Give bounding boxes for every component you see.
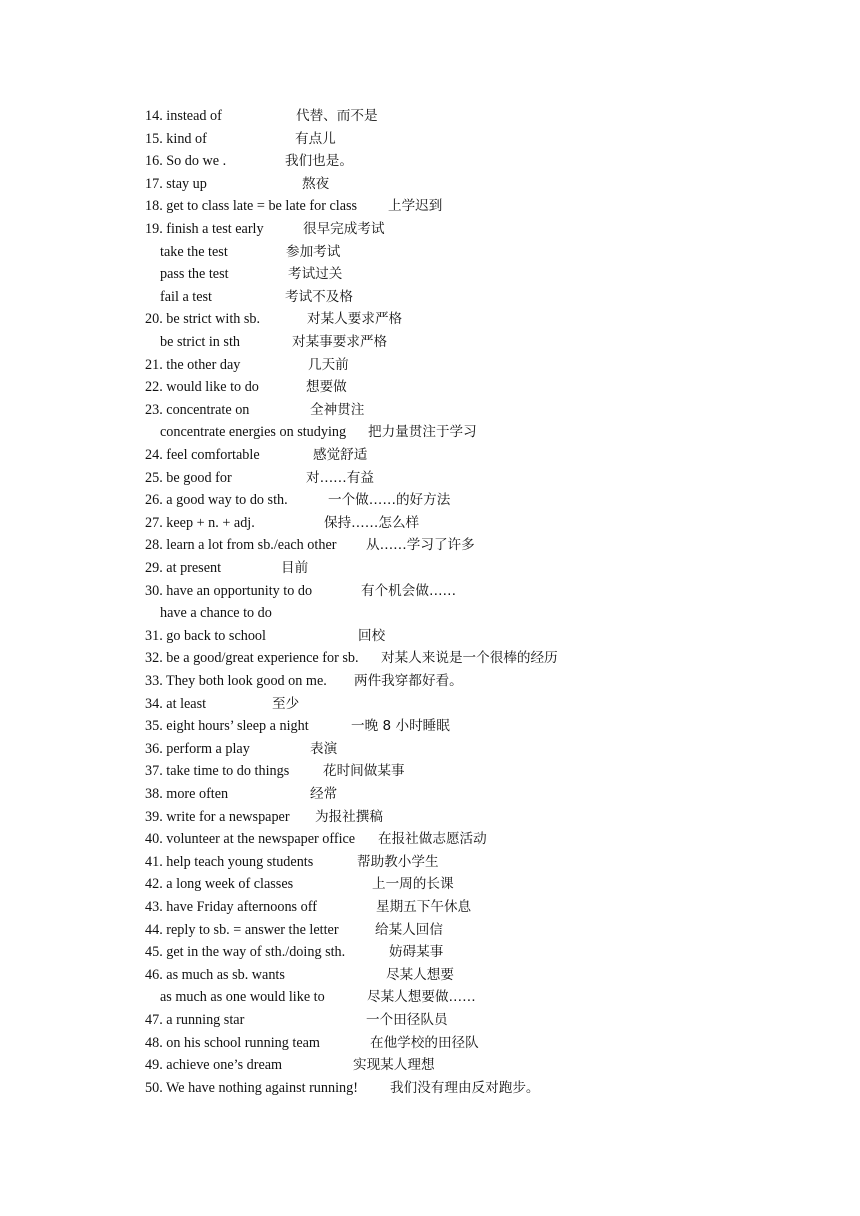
english-phrase: 23. concentrate on (145, 401, 250, 418)
vocab-line (0, 534, 860, 556)
chinese-translation: 一个做……的好方法 (328, 492, 451, 509)
chinese-translation: 在他学校的田径队 (370, 1034, 479, 1051)
vocab-line (0, 467, 860, 489)
chinese-translation: 表演 (310, 740, 338, 757)
chinese-translation: 几天前 (308, 356, 349, 373)
english-phrase: 34. at least (145, 695, 207, 712)
chinese-translation: 给某人回信 (375, 921, 443, 938)
vocab-line (0, 1077, 860, 1099)
english-phrase: 39. write for a newspaper (145, 808, 290, 825)
vocab-line (0, 1054, 860, 1076)
chinese-translation: 帮助教小学生 (357, 853, 439, 870)
english-phrase: 25. be good for (145, 469, 232, 486)
english-phrase: 18. get to class late = be late for class (145, 198, 358, 215)
chinese-translation: 至少 (272, 695, 300, 712)
vocab-line (0, 308, 860, 330)
chinese-translation: 上学迟到 (388, 198, 443, 215)
vocab-line (0, 941, 860, 963)
english-phrase: 27. keep + n. + adj. (145, 514, 255, 531)
english-phrase: 24. feel comfortable (145, 447, 260, 463)
english-phrase: 44. reply to sb. = answer the letter (145, 921, 339, 938)
english-phrase: 37. take time to do things (145, 763, 290, 780)
chinese-translation: 有点儿 (295, 130, 336, 147)
chinese-translation: 我们没有理由反对跑步。 (390, 1079, 540, 1096)
chinese-translation: 很早完成考试 (303, 221, 385, 237)
english-phrase: 48. on his school running team (145, 1034, 320, 1051)
english-phrase: 41. help teach young students (145, 853, 314, 870)
chinese-translation: 一个田径队员 (366, 1012, 448, 1028)
chinese-translation: 感觉舒适 (313, 447, 368, 463)
english-phrase: have a chance to do (160, 605, 272, 622)
vocab-line (0, 150, 860, 172)
vocab-line (0, 105, 860, 127)
vocab-line (0, 738, 860, 760)
vocab-line (0, 693, 860, 715)
english-phrase: 17. stay up (145, 175, 207, 192)
chinese-translation: 想要做 (306, 379, 347, 396)
chinese-translation: 全神贯注 (310, 401, 365, 418)
vocab-line (0, 760, 860, 782)
chinese-translation: 考试过关 (288, 266, 343, 283)
vocab-line (0, 128, 860, 150)
english-phrase: 19. finish a test early (145, 221, 264, 237)
chinese-translation: 参加考试 (286, 243, 341, 260)
english-phrase: 16. So do we . (145, 153, 227, 170)
chinese-translation: 对某人来说是一个很棒的经历 (381, 650, 558, 667)
vocab-line (0, 806, 860, 828)
vocab-line (0, 399, 860, 421)
vocab-line (0, 512, 860, 534)
vocab-line (0, 828, 860, 850)
english-phrase: 42. a long week of classes (145, 876, 294, 893)
vocab-line (0, 195, 860, 217)
vocab-line (0, 557, 860, 579)
chinese-translation: 为报社撰稿 (315, 808, 383, 825)
chinese-translation: 熬夜 (302, 175, 330, 192)
english-phrase: 40. volunteer at the newspaper office (145, 831, 356, 848)
vocab-line (0, 783, 860, 805)
english-phrase: fail a test (160, 288, 212, 305)
english-phrase: 43. have Friday afternoons off (145, 899, 317, 915)
chinese-translation: 从……学习了许多 (366, 537, 475, 554)
english-phrase: 45. get in the way of sth./doing sth. (145, 944, 346, 961)
vocab-line (0, 263, 860, 285)
vocab-line (0, 421, 860, 443)
chinese-translation: 尽某人想要 (386, 966, 454, 983)
vocab-line (0, 489, 860, 511)
vocab-line (0, 241, 860, 263)
english-phrase: 26. a good way to do sth. (145, 492, 288, 509)
chinese-translation: 对……有益 (306, 469, 374, 486)
vocab-line (0, 873, 860, 895)
vocab-line (0, 964, 860, 986)
english-phrase: 33. They both look good on me. (145, 673, 327, 689)
english-phrase: pass the test (160, 266, 229, 283)
vocab-line (0, 647, 860, 669)
chinese-translation: 目前 (281, 560, 309, 576)
vocab-line (0, 896, 860, 918)
chinese-translation: 尽某人想要做…… (367, 989, 476, 1006)
english-phrase: 28. learn a lot from sb./each other (145, 537, 337, 554)
english-phrase: as much as one would like to (160, 989, 325, 1006)
vocab-line (0, 1032, 860, 1054)
vocab-line (0, 173, 860, 195)
chinese-translation: 代替、而不是 (296, 108, 378, 124)
chinese-translation: 两件我穿都好看。 (354, 673, 463, 689)
english-phrase: 31. go back to school (145, 627, 266, 644)
chinese-translation: 星期五下午休息 (376, 899, 472, 915)
english-phrase: 14. instead of (145, 108, 222, 124)
english-phrase: 46. as much as sb. wants (145, 966, 285, 983)
chinese-translation: 我们也是。 (285, 153, 353, 170)
chinese-translation: 回校 (358, 627, 386, 644)
english-phrase: 35. eight hours’ sleep a night (145, 718, 309, 735)
english-phrase: 21. the other day (145, 356, 241, 373)
vocab-line (0, 218, 860, 240)
english-phrase: 29. at present (145, 560, 222, 576)
vocab-line (0, 286, 860, 308)
chinese-translation: 花时间做某事 (323, 763, 405, 780)
vocab-line (0, 715, 860, 737)
vocab-line (0, 354, 860, 376)
english-phrase: 15. kind of (145, 130, 207, 147)
vocab-line (0, 376, 860, 398)
english-phrase: 49. achieve one’s dream (145, 1057, 283, 1074)
english-phrase: 50. We have nothing against running! (145, 1079, 358, 1096)
chinese-translation: 保持……怎么样 (324, 514, 420, 531)
english-phrase: take the test (160, 243, 228, 260)
vocab-line (0, 1009, 860, 1031)
vocab-line (0, 602, 860, 624)
vocab-line (0, 580, 860, 602)
english-phrase: be strict in sth (160, 334, 240, 350)
vocab-line (0, 625, 860, 647)
english-phrase: 30. have an opportunity to do (145, 582, 313, 599)
chinese-translation: 有个机会做…… (361, 582, 457, 599)
chinese-translation: 把力量贯注于学习 (368, 424, 477, 441)
chinese-translation: 考试不及格 (285, 288, 353, 305)
vocab-line (0, 986, 860, 1008)
english-phrase: 32. be a good/great experience for sb. (145, 650, 359, 667)
english-phrase: 20. be strict with sb. (145, 311, 261, 328)
chinese-translation: 实现某人理想 (353, 1057, 435, 1074)
vocab-line (0, 444, 860, 466)
chinese-translation: 经常 (310, 786, 338, 802)
english-phrase: 36. perform a play (145, 740, 250, 757)
english-phrase: concentrate energies on studying (160, 424, 347, 441)
vocab-line (0, 919, 860, 941)
chinese-translation: 上一周的长课 (372, 876, 454, 893)
vocab-line (0, 670, 860, 692)
chinese-translation: 对某事要求严格 (292, 334, 388, 350)
vocab-line (0, 851, 860, 873)
chinese-translation: 一晚 8 小时睡眠 (351, 718, 450, 735)
vocab-line (0, 331, 860, 353)
chinese-translation: 妨碍某事 (389, 944, 444, 961)
chinese-translation: 对某人要求严格 (307, 311, 403, 328)
english-phrase: 38. more often (145, 786, 229, 802)
english-phrase: 47. a running star (145, 1012, 245, 1028)
english-phrase: 22. would like to do (145, 379, 259, 396)
chinese-translation: 在报社做志愿活动 (378, 831, 487, 848)
